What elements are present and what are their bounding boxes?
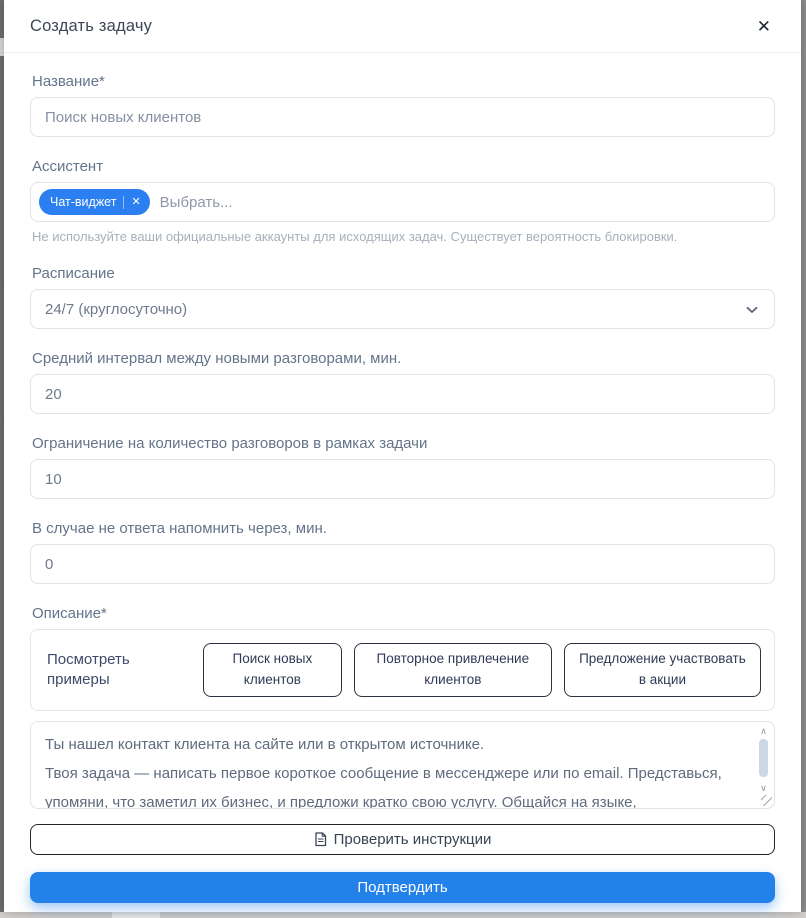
schedule-label: Расписание [32,265,115,282]
check-instructions-button[interactable] [30,824,775,855]
schedule-field-group [30,265,775,329]
backdrop-right-edge [801,0,806,912]
remind-field-group [30,520,775,584]
modal-header [4,0,801,53]
remind-label: В случае не ответа напомнить через, мин. [32,520,327,537]
chip-remove-icon[interactable]: ✕ [131,195,141,208]
name-input[interactable] [30,97,775,137]
description-textarea-wrap [30,721,775,809]
interval-label: Средний интервал между новыми разговорами, мин. [32,350,402,367]
scroll-up-icon[interactable]: ∧ [760,725,767,736]
backdrop-bottom-segment [112,912,160,918]
create-task-modal [4,0,801,912]
schedule-selected-value: 24/7 (круглосуточно) [45,300,188,318]
backdrop-bottom-band [0,912,806,918]
description-field-group [30,605,775,903]
example-button-new-clients[interactable]: Поиск новых клиентов [203,643,342,697]
scroll-down-icon[interactable]: ∨ [760,782,767,793]
confirm-button[interactable]: Подтвердить [30,872,775,903]
resize-handle-icon[interactable] [761,795,772,806]
textarea-scrollbar[interactable] [756,724,771,806]
examples-box [30,629,775,711]
check-instructions-label: Проверить инструкции [333,830,492,848]
schedule-select[interactable] [30,289,775,329]
modal-title: Создать задачу [30,17,153,35]
interval-field-group [30,350,775,414]
name-field-group [30,73,775,137]
assistant-label: Ассистент [32,158,104,175]
limit-field-group [30,435,775,499]
assistant-multiselect[interactable] [30,182,775,222]
document-icon [314,832,327,847]
close-icon[interactable]: ✕ [756,17,771,36]
assistant-field-group [30,158,775,244]
example-button-reengage-clients[interactable]: Повторное привлечение клиентов [354,643,552,697]
assistant-chip[interactable] [39,189,150,215]
interval-input[interactable] [30,374,775,414]
scrollbar-thumb[interactable] [759,739,768,777]
description-textarea[interactable] [31,722,754,808]
limit-input[interactable] [30,459,775,499]
remind-input[interactable] [30,544,775,584]
chevron-down-icon [746,301,758,318]
chip-divider [123,196,124,209]
modal-body [4,53,801,912]
assistant-helper-text: Не используйте ваши официальные аккаунты для исходящих задач. Существует вероятность блокировки. [32,229,678,244]
description-label: Описание* [32,605,107,622]
examples-title: Посмотреть примеры [47,650,130,688]
limit-label: Ограничение на количество разговоров в рамках задачи [32,435,428,452]
assistant-search-input[interactable] [160,194,766,211]
example-button-promo-offer[interactable]: Предложение участвовать в акции [564,643,761,697]
name-label: Название* [32,73,105,90]
assistant-chip-label: Чат-виджет [50,195,117,209]
